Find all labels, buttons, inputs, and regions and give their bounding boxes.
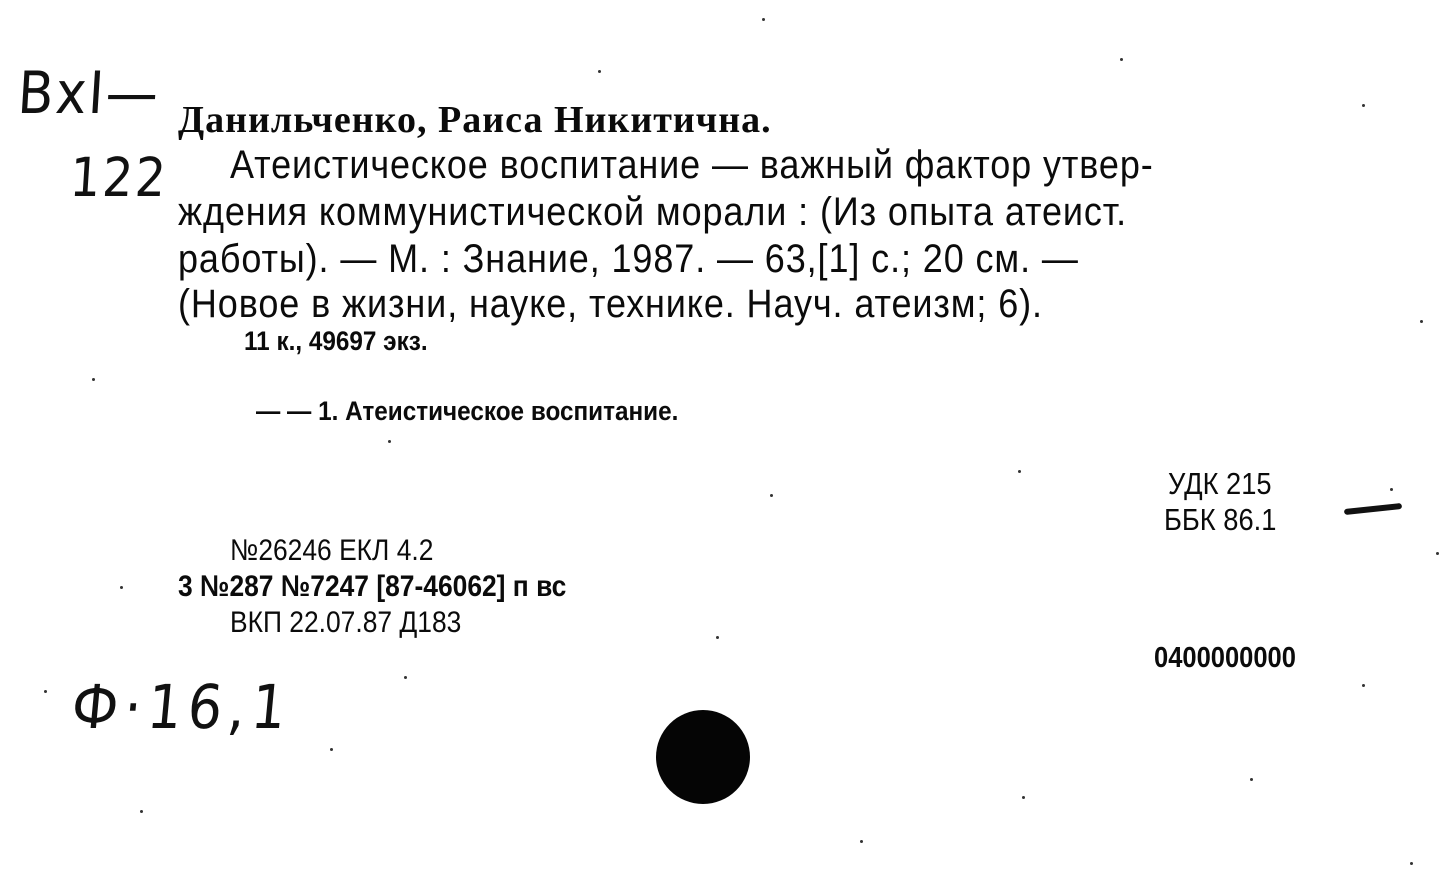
print-info-line-3: ВКП 22.07.87 Д183 [230,606,462,639]
bbk-code: ББК 86.1 [1164,502,1277,537]
print-info-line-2: 3 №287 №7247 [87-46062] п вс [178,570,567,603]
handwritten-shelf-mark-line1: ВхI— [15,60,162,128]
udk-code: УДК 215 [1168,466,1272,501]
handwritten-shelf-mark-line2: 122 [68,146,170,210]
code-number: 0400000000 [1154,642,1296,674]
author-heading: Данильченко, Раиса Никитична. [178,99,772,141]
title-line-3: работы). — М. : Знание, 1987. — 63,[1] с.; 20 см. — [178,237,1079,281]
title-line-4: (Новое в жизни, науке, технике. Науч. атеизм; 6). [178,282,1043,326]
price-and-print-run: 11 к., 49697 экз. [244,326,428,356]
title-line-2: ждения коммунистической морали : (Из опыта атеист. [178,190,1128,234]
subject-heading: — — 1. Атеистическое воспитание. [256,396,679,426]
card-punch-hole [656,710,750,804]
handwritten-fond-mark: Ф·16,1 [68,672,296,743]
handwritten-dash-mark [1344,503,1402,515]
title-line-1: Атеистическое воспитание — важный фактор утвер- [230,143,1154,187]
print-info-line-1: №26246 ЕКЛ 4.2 [230,534,434,567]
